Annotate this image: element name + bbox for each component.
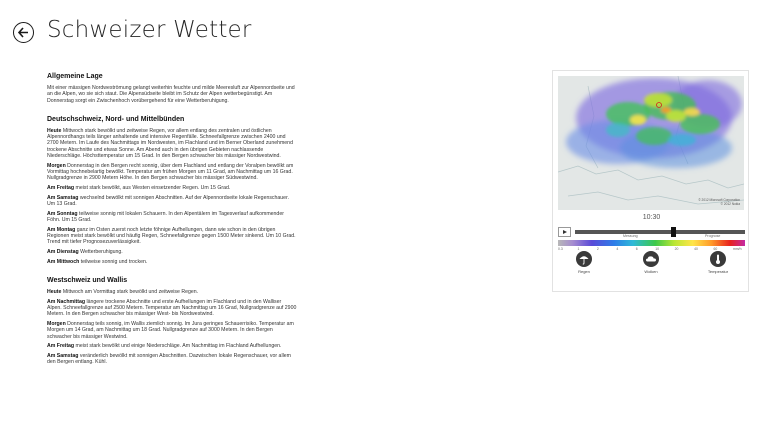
paragraph-lead: Am Montag [47, 226, 76, 233]
paragraph-text: teilweise sonnig mit lokalen Schauern. In den Alpentälern im Tagesverlauf aufkommender Föhn. Um 15 Grad. [47, 210, 284, 224]
map-credit [698, 199, 740, 207]
paragraph-lead: Morgen [47, 162, 66, 169]
paragraph-lead: Morgen [47, 320, 66, 327]
paragraph-text: ganz im Osten zuerst noch letzte föhnige Aufhellungen, dann wie schon in den übrigen Regionen meist stark bewölkt und häufig Regen, Schneefallgrenze gegen 1500 Meter sinkend. Um 10 Grad. Trend mit tiefer Prognosezuverlässigkeit. [47, 226, 296, 246]
paragraph-text: längere trockene Abschnitte und erste Aufhellungen im Flachland und in den Walliser Alpen. Schneefallgrenze auf 2500 Metern. Temperatur am Nachmittag um 16 Grad, Nullgradgrenze auf 2900 Metern. In den Bergen schwacher bis mässiger West- bis Nordwestwind. [47, 298, 297, 318]
legend-tick: 1 [577, 247, 580, 251]
layer-label: Temperatur [707, 269, 729, 274]
radar-widget [552, 70, 749, 292]
paragraph-text: veränderlich bewölkt mit sonnigen Abschnitten. Dazwischen lokale Regenschauer, vor allem den Bergen entlang. Kühl. [47, 352, 291, 366]
forecast-paragraph [47, 185, 297, 191]
legend-tick: 10 [655, 247, 659, 251]
layer-label: Regen [578, 269, 590, 274]
map-credit-line: © 2012 Microsoft Corporation [698, 198, 740, 203]
back-button[interactable] [13, 22, 34, 43]
forecast-section [47, 115, 297, 265]
umbrella-icon [576, 251, 592, 267]
paragraph-text: Mit einer mässigen Nordweströmung gelangt weiterhin feuchte und milde Meeresluft zur Alpennordseite und an die Alpen, wo sie sich staut. Die Alpensüdseite bleibt im Schutz der Alpen wetterbegünstigt. Am Donnerstag sorgt ein Zwischenhoch vorübergehend für eine Wetterberuhigung. [47, 85, 295, 104]
forecast-paragraph [47, 211, 297, 224]
label-measurement: Messung [623, 234, 638, 238]
forecast-paragraph [47, 163, 297, 182]
legend-tick: 40 [694, 247, 698, 251]
paragraph-text: Wetterberuhigung. [78, 248, 123, 255]
legend-tick: 2 [596, 247, 599, 251]
radar-precipitation-map [558, 76, 744, 210]
legend-tick: 20 [674, 247, 679, 251]
label-forecast: Prognose [705, 234, 721, 238]
paragraph-lead: Heute [47, 288, 62, 295]
paragraph-lead: Heute [47, 127, 62, 134]
legend-tick: 4 [616, 247, 619, 251]
paragraph-lead: Am Freitag [47, 343, 75, 350]
map-credit-line: © 2012 Nokia [720, 202, 740, 207]
paragraph-text: meist stark bewölkt, aus Westen einsetzender Regen. Um 15 Grad. [74, 185, 231, 192]
forecast-paragraph [47, 289, 297, 295]
forecast-paragraph [47, 259, 297, 265]
paragraph-text: Donnerstag in den Bergen recht sonnig, über dem Flachland und entlang der Voralpen bewölkt am Vormittag hochnebelartig bewölkt. Temperatur am frühen Morgen um 11 Grad, am Nachmittag um 16 Grad. Nullgradgrenze in 2900 Metern Höhe. In den Bergen schwacher bis mässiger Südwestwind. [47, 162, 294, 182]
section-heading: Allgemeine Lage [47, 73, 103, 80]
forecast-paragraph [47, 249, 297, 255]
play-button[interactable] [558, 227, 571, 237]
legend-tick: 0.3 [558, 247, 563, 251]
arrow-left-icon [17, 26, 30, 39]
app-header [0, 0, 759, 60]
forecast-section [47, 72, 297, 104]
forecast-paragraph [47, 85, 297, 104]
paragraph-text: meist stark bewölkt und einige Niederschläge. Am Nachmittag im Flachland Aufhellungen. [74, 343, 282, 350]
radar-map[interactable] [558, 76, 744, 210]
forecast-paragraph [47, 227, 297, 246]
cloud-icon [643, 251, 659, 267]
layer-label: Wolken [644, 269, 658, 274]
radar-time: 10:30 [642, 214, 661, 221]
layer-button-regen[interactable] [567, 251, 601, 287]
paragraph-text: Mittwoch stark bewölkt und zeitweise Regen, vor allem entlang des zentralen und östlichen Alpennordhangs teils länger anhaltende und intensive Regenfälle. Schneefallgrenze zwischen 2400 und 2700 Metern. Im Laufe des Nachmittags im Nordwesten, im Flachland und im Berner Oberland zunehmend trockene Abschnitte und etwas Sonne. Am Abend auch in den übrigen Gebieten nachlassende Niederschläge. Höchsttemperatur um 15 Grad. In den Bergen schwacher bis mässiger Nordwestwind. [47, 127, 293, 160]
paragraph-lead: Am Nachmittag [47, 298, 86, 305]
legend-tick: mm/h [733, 247, 742, 251]
forecast-section [47, 276, 297, 366]
layer-button-wolken[interactable] [634, 251, 668, 287]
paragraph-lead: Am Mittwoch [47, 258, 80, 265]
paragraph-lead: Am Samstag [47, 352, 79, 359]
forecast-paragraph [47, 195, 297, 208]
play-icon [563, 230, 567, 234]
legend-tick: 60 [713, 247, 718, 251]
forecast-paragraph [47, 353, 297, 366]
layer-button-temperatur[interactable] [701, 251, 735, 287]
paragraph-text: wechselnd bewölkt mit sonnigen Abschnitten. Auf der Alpennordseite lokale Regenschauer. Um 13 Grad. [47, 194, 289, 208]
paragraph-lead: Am Samstag [47, 194, 79, 201]
section-heading: Deutschschweiz, Nord- und Mittelbünden [47, 115, 185, 123]
forecast-paragraph [47, 128, 297, 159]
page-title: Schweizer Wetter [47, 17, 252, 43]
forecast-paragraph [47, 343, 297, 349]
paragraph-lead: Am Dienstag [47, 248, 79, 255]
forecast-paragraph [47, 299, 297, 318]
forecast-text-panel[interactable] [47, 72, 297, 427]
paragraph-lead: Am Sonntag [47, 210, 78, 217]
paragraph-text: Mittwoch am Vormittag stark bewölkt und zeitweise Regen. [61, 288, 199, 295]
forecast-paragraph [47, 321, 297, 340]
paragraph-lead: Am Freitag [47, 185, 75, 192]
section-heading: Westschweiz und Wallis [47, 276, 128, 284]
legend-tick: 6 [635, 247, 638, 251]
paragraph-text: Donnerstag teils sonnig, im Wallis ziemlich sonnig. Im Jura geringes Schauerrisiko. Temperatur am Morgen um 14 Grad, am Nachmittag um 18 Grad. Nullgradgrenze auf 3000 Metern. In den Bergen schwacher bis mässiger Westwind. [47, 320, 294, 340]
thermometer-icon [710, 251, 726, 267]
paragraph-text: teilweise sonnig und trocken. [79, 258, 148, 265]
